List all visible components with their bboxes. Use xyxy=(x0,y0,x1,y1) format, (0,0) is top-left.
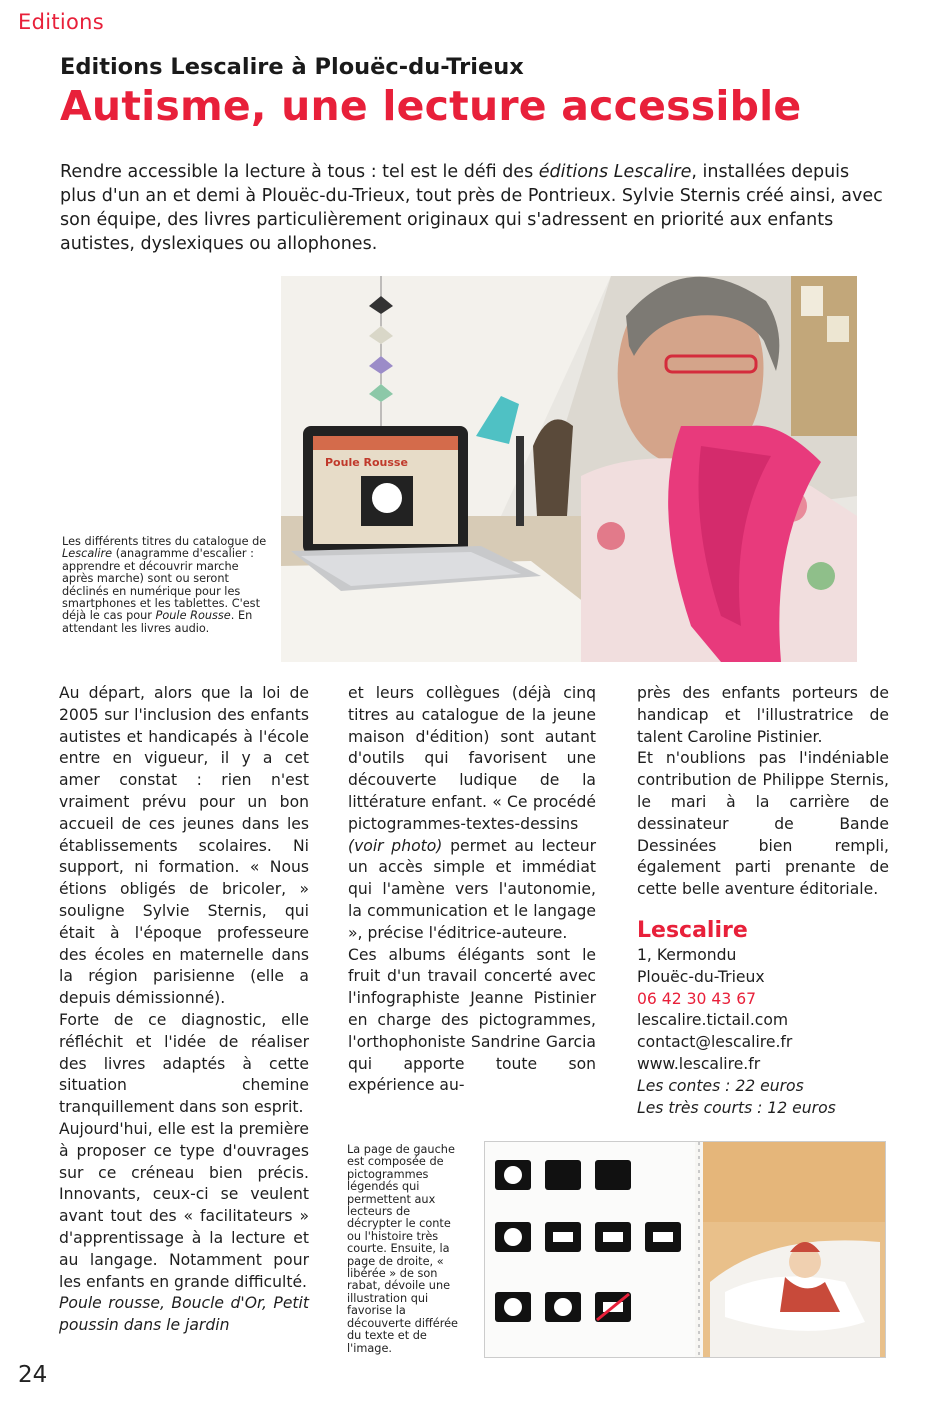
body-column-1 xyxy=(59,683,309,1337)
lede-text-3: , installées depuis plus d'un an et demi à Plouëc-du-Trieux, tout près de Pontrieux. Sylvie Sternis créé ainsi, avec son équipe, des livres particulièrement originaux qui s'adressent en priorité aux enfants autistes, dyslexiques ou allophones. xyxy=(60,162,883,254)
contact-name: Lescalire xyxy=(637,918,748,943)
screen-title: Poule Rousse xyxy=(325,456,408,469)
paragraph-text: permet au lecteur un accès simple et immédiat qui l'amène vers l'autonomie, la communication et le langage », précise l'éditrice-auteure. xyxy=(348,836,596,942)
caption1-text-4: Poule Rousse xyxy=(155,609,231,623)
contact-price-short: Les très courts : 12 euros xyxy=(637,1098,836,1117)
contact-website: www.lescalire.fr xyxy=(637,1054,761,1073)
paragraph-text: et leurs collègues (déjà cinq titres au catalogue de la jeune maison d'édition) sont autant d'outils qui favorisent une découverte ludique de la littérature enfant. « Ce procédé pictogrammes-textes-dessins xyxy=(348,684,596,833)
contact-phone: 06 42 30 43 67 xyxy=(637,989,757,1008)
page-number: 24 xyxy=(18,1362,48,1388)
main-photo-illustration xyxy=(281,276,857,662)
paragraph: Aujourd'hui, elle est la première à proposer ce type d'ouvrages sur ce créneau bien précis. Innovants, ceux-ci se veulent avant tout des « facilitateurs » d'apprentissage à la lecture et au langage. Notamment pour les enfants en grande difficulté. xyxy=(59,1119,309,1291)
main-photo xyxy=(281,276,857,662)
paragraph: Ces albums élégants sont le fruit d'un travail concerté avec l'infographiste Jeanne Pistinier en charge des pictogrammes, l'orthophoniste Sandrine Garcia qui apporte toute son expérience au- xyxy=(348,945,596,1095)
section-rubric: Editions xyxy=(18,10,104,34)
photo-caption xyxy=(62,536,267,635)
contact-shop-link: lescalire.tictail.com xyxy=(637,1011,789,1030)
lede-text-1: Rendre accessible la lecture à tous : tel est le défi des xyxy=(60,162,539,182)
caption1-text-2: Lescalire xyxy=(62,547,113,561)
paragraph: Et n'oublions pas l'indéniable contribution de Philippe Sternis, le mari à la carrière de dessinateur de Bande Dessinées bien rempli, également parti prenante de cette belle aventure éditoriale. xyxy=(637,749,889,899)
book-photo xyxy=(484,1141,886,1358)
lede-text-2: éditions Lescalire xyxy=(538,162,692,182)
paragraph xyxy=(348,683,596,945)
paragraph-photo-ref: (voir photo) xyxy=(348,836,443,855)
contact-address-2: Plouëc-du-Trieux xyxy=(637,967,765,986)
article-headline: Autisme, une lecture accessible xyxy=(60,82,802,130)
contact-email: contact@lescalire.fr xyxy=(637,1033,793,1052)
book-photo-caption: La page de gauche est composée de pictogrammes légendés qui permettent aux lecteurs de décrypter le conte ou l'histoire très courte. Ensuite, la page de droite, « libérée » de son rabat, dévoile une illustration qui favorise la découverte différée du texte et de l'image. xyxy=(347,1143,458,1355)
paragraph: Au départ, alors que la loi de 2005 sur l'inclusion des enfants autistes et handicapés à l'école entre en vigueur, il y a cet amer constat : rien n'est vraiment prévu pour un bon accueil de ces jeunes dans les établissements scolaires. Ni support, ni formation. « Nous étions obligés de bricoler, » souligne Sylvie Sternis, qui était à l'époque professeure des écoles en maternelle dans la région parisienne (elle a depuis démissionné). xyxy=(59,684,309,1008)
caption1-text-5: . En attendant les livres audio. xyxy=(62,609,253,635)
article-kicker: Editions Lescalire à Plouëc-du-Trieux xyxy=(60,54,524,80)
paragraph-titles: Poule rousse, Boucle d'Or, Petit poussin dans le jardin xyxy=(59,1294,309,1335)
body-column-3 xyxy=(637,683,889,901)
paragraph: Forte de ce diagnostic, elle réfléchit et l'idée de réaliser des livres adaptés à cette situation chemine tranquillement dans son esprit. xyxy=(59,1010,309,1117)
paragraph: près des enfants porteurs de handicap et l'illustratrice de talent Caroline Pistinier. xyxy=(637,684,889,746)
paragraph xyxy=(59,1293,309,1337)
body-column-2 xyxy=(348,683,596,1097)
caption1-text-1: Les différents titres du catalogue de xyxy=(62,535,267,548)
book-photo-illustration xyxy=(485,1142,886,1358)
article-lede xyxy=(60,160,890,256)
caption1-text-3: (anagramme d'escalier : apprendre et découvrir marche après marche) sont ou seront déclinés en numérique pour les smartphones et les tablettes. C'est déjà le cas pour xyxy=(62,547,260,623)
contact-box xyxy=(637,917,897,1119)
contact-address-1: 1, Kermondu xyxy=(637,946,737,964)
contact-price-tales: Les contes : 22 euros xyxy=(637,1076,804,1095)
